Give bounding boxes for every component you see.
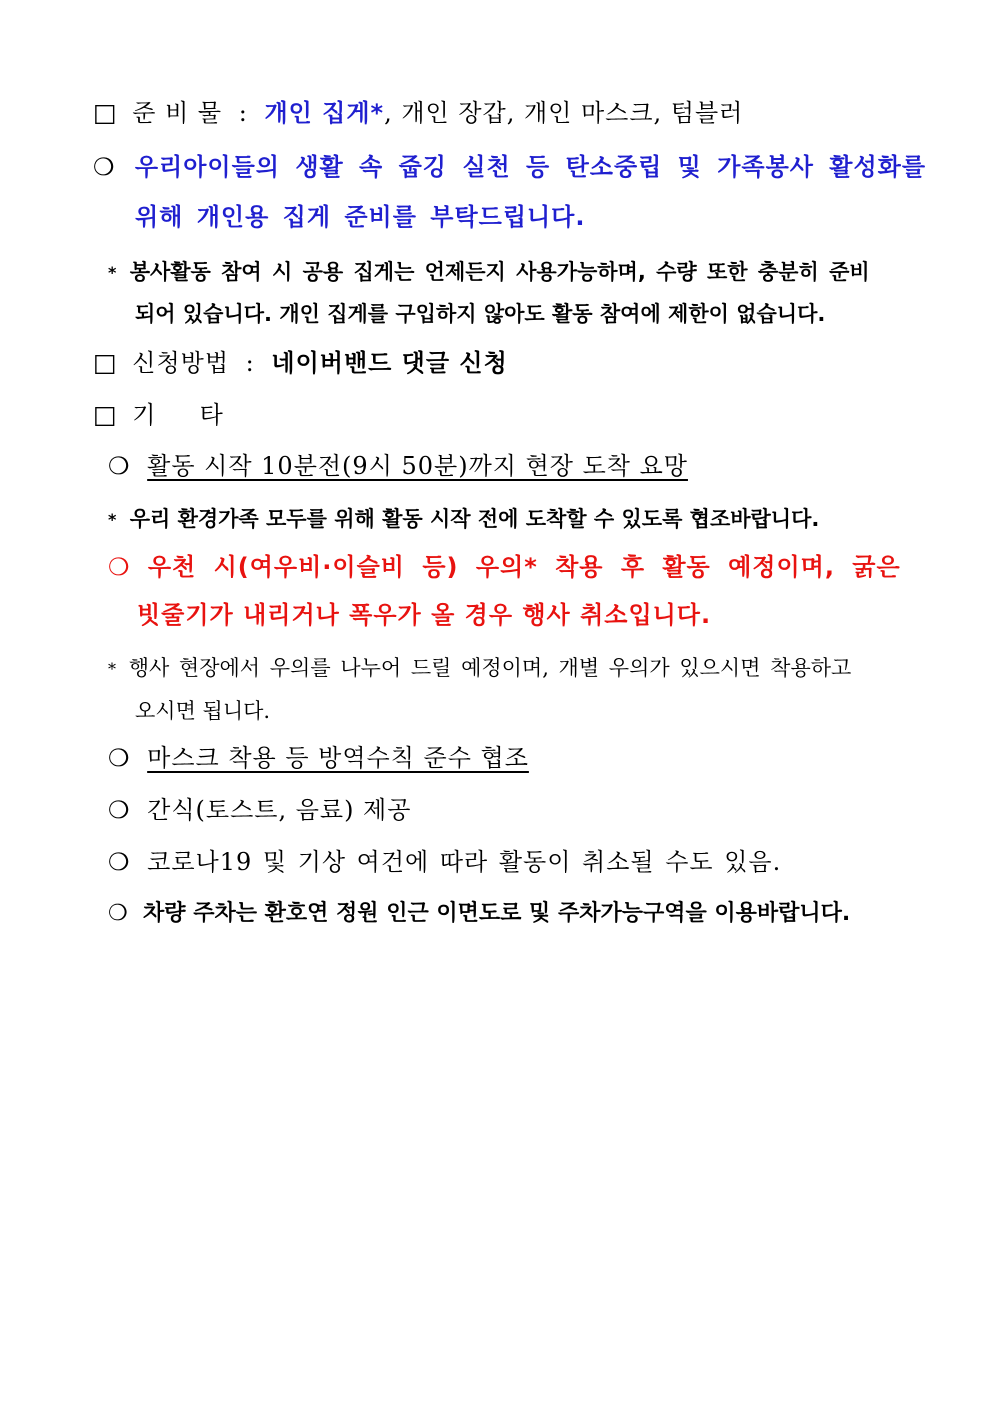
raincoat-note-line1 xyxy=(108,658,851,679)
etc-item-arrival xyxy=(108,454,688,478)
note-asterisk: * xyxy=(108,510,117,529)
mask-text: 마스크 착용 등 방역수칙 준수 협조 xyxy=(147,744,529,772)
raincoat-note-text-1: 행사 현장에서 우의를 나누어 드릴 예정이며, 개별 우의가 있으시면 착용하고 xyxy=(128,656,852,680)
etc-item-rain-line2 xyxy=(137,603,711,627)
ring-bullet-icon: ❍ xyxy=(108,901,128,926)
arrival-note xyxy=(108,509,819,530)
ring-bullet-icon: ❍ xyxy=(108,553,131,581)
request-text-2: 위해 개인용 집게 준비를 부탁드립니다. xyxy=(135,203,586,231)
section-label: 신청방법 xyxy=(132,349,230,377)
supplies-request-line2 xyxy=(135,205,585,229)
section-label: 준 비 물 xyxy=(132,99,223,127)
tongs-note-line1 xyxy=(108,262,870,283)
rain-text-2: 빗줄기가 내리거나 폭우가 올 경우 행사 취소입니다. xyxy=(137,601,712,629)
raincoat-note-text-2: 오시면 됩니다. xyxy=(135,699,271,723)
checkbox-square-icon: □ xyxy=(93,400,118,429)
etc-item-rain-line1 xyxy=(108,555,901,579)
supplies-request-line1 xyxy=(93,155,926,179)
raincoat-note-line2 xyxy=(135,701,270,722)
section-etc-heading xyxy=(93,402,224,427)
ring-bullet-icon: ❍ xyxy=(93,153,116,181)
supplies-rest: , 개인 장갑, 개인 마스크, 텀블러 xyxy=(384,99,744,127)
ring-bullet-icon: ❍ xyxy=(108,452,131,480)
highlight-personal-tongs: 개인 집게* xyxy=(264,99,385,127)
section-label: 기 타 xyxy=(132,401,224,429)
arrival-text: 활동 시작 10분전(9시 50분)까지 현장 도착 요망 xyxy=(147,452,688,480)
note-text-1: 봉사활동 참여 시 공용 집게는 언제든지 사용가능하며, 수량 또한 충분히 준비 xyxy=(129,260,870,284)
section-supplies-heading xyxy=(93,100,743,125)
arrival-note-text: 우리 환경가족 모두를 위해 활동 시작 전에 도착할 수 있도록 협조바랍니다. xyxy=(129,507,820,531)
parking-text: 차량 주차는 환호연 정원 인근 이면도로 및 주차가능구역을 이용바랍니다. xyxy=(143,901,851,926)
etc-item-mask xyxy=(108,746,529,770)
etc-item-parking xyxy=(108,903,850,925)
note-asterisk: * xyxy=(108,659,116,679)
label-separator: : xyxy=(238,99,248,127)
apply-method-value: 네이버밴드 댓글 신청 xyxy=(271,349,508,377)
rain-text-1: 우천 시(여우비·이슬비 등) 우의* 착용 후 활동 예정이며, 굵은 xyxy=(147,553,901,581)
ring-bullet-icon: ❍ xyxy=(108,848,131,876)
snack-text: 간식(토스트, 음료) 제공 xyxy=(147,796,412,824)
checkbox-square-icon: □ xyxy=(93,348,118,377)
checkbox-square-icon: □ xyxy=(93,98,118,127)
tongs-note-line2 xyxy=(135,304,825,325)
request-text-1: 우리아이들의 생활 속 줍깅 실천 등 탄소중립 및 가족봉사 활성화를 xyxy=(134,153,927,181)
label-separator: : xyxy=(245,349,255,377)
cancel-text: 코로나19 및 기상 여건에 따라 활동이 취소될 수도 있음. xyxy=(147,848,782,876)
ring-bullet-icon: ❍ xyxy=(108,744,131,772)
note-text-2: 되어 있습니다. 개인 집게를 구입하지 않아도 활동 참여에 제한이 없습니다. xyxy=(135,302,826,326)
section-apply-heading xyxy=(93,350,508,375)
note-asterisk: * xyxy=(108,263,117,282)
etc-item-cancel xyxy=(108,850,781,874)
ring-bullet-icon: ❍ xyxy=(108,796,131,824)
etc-item-snack xyxy=(108,798,411,822)
